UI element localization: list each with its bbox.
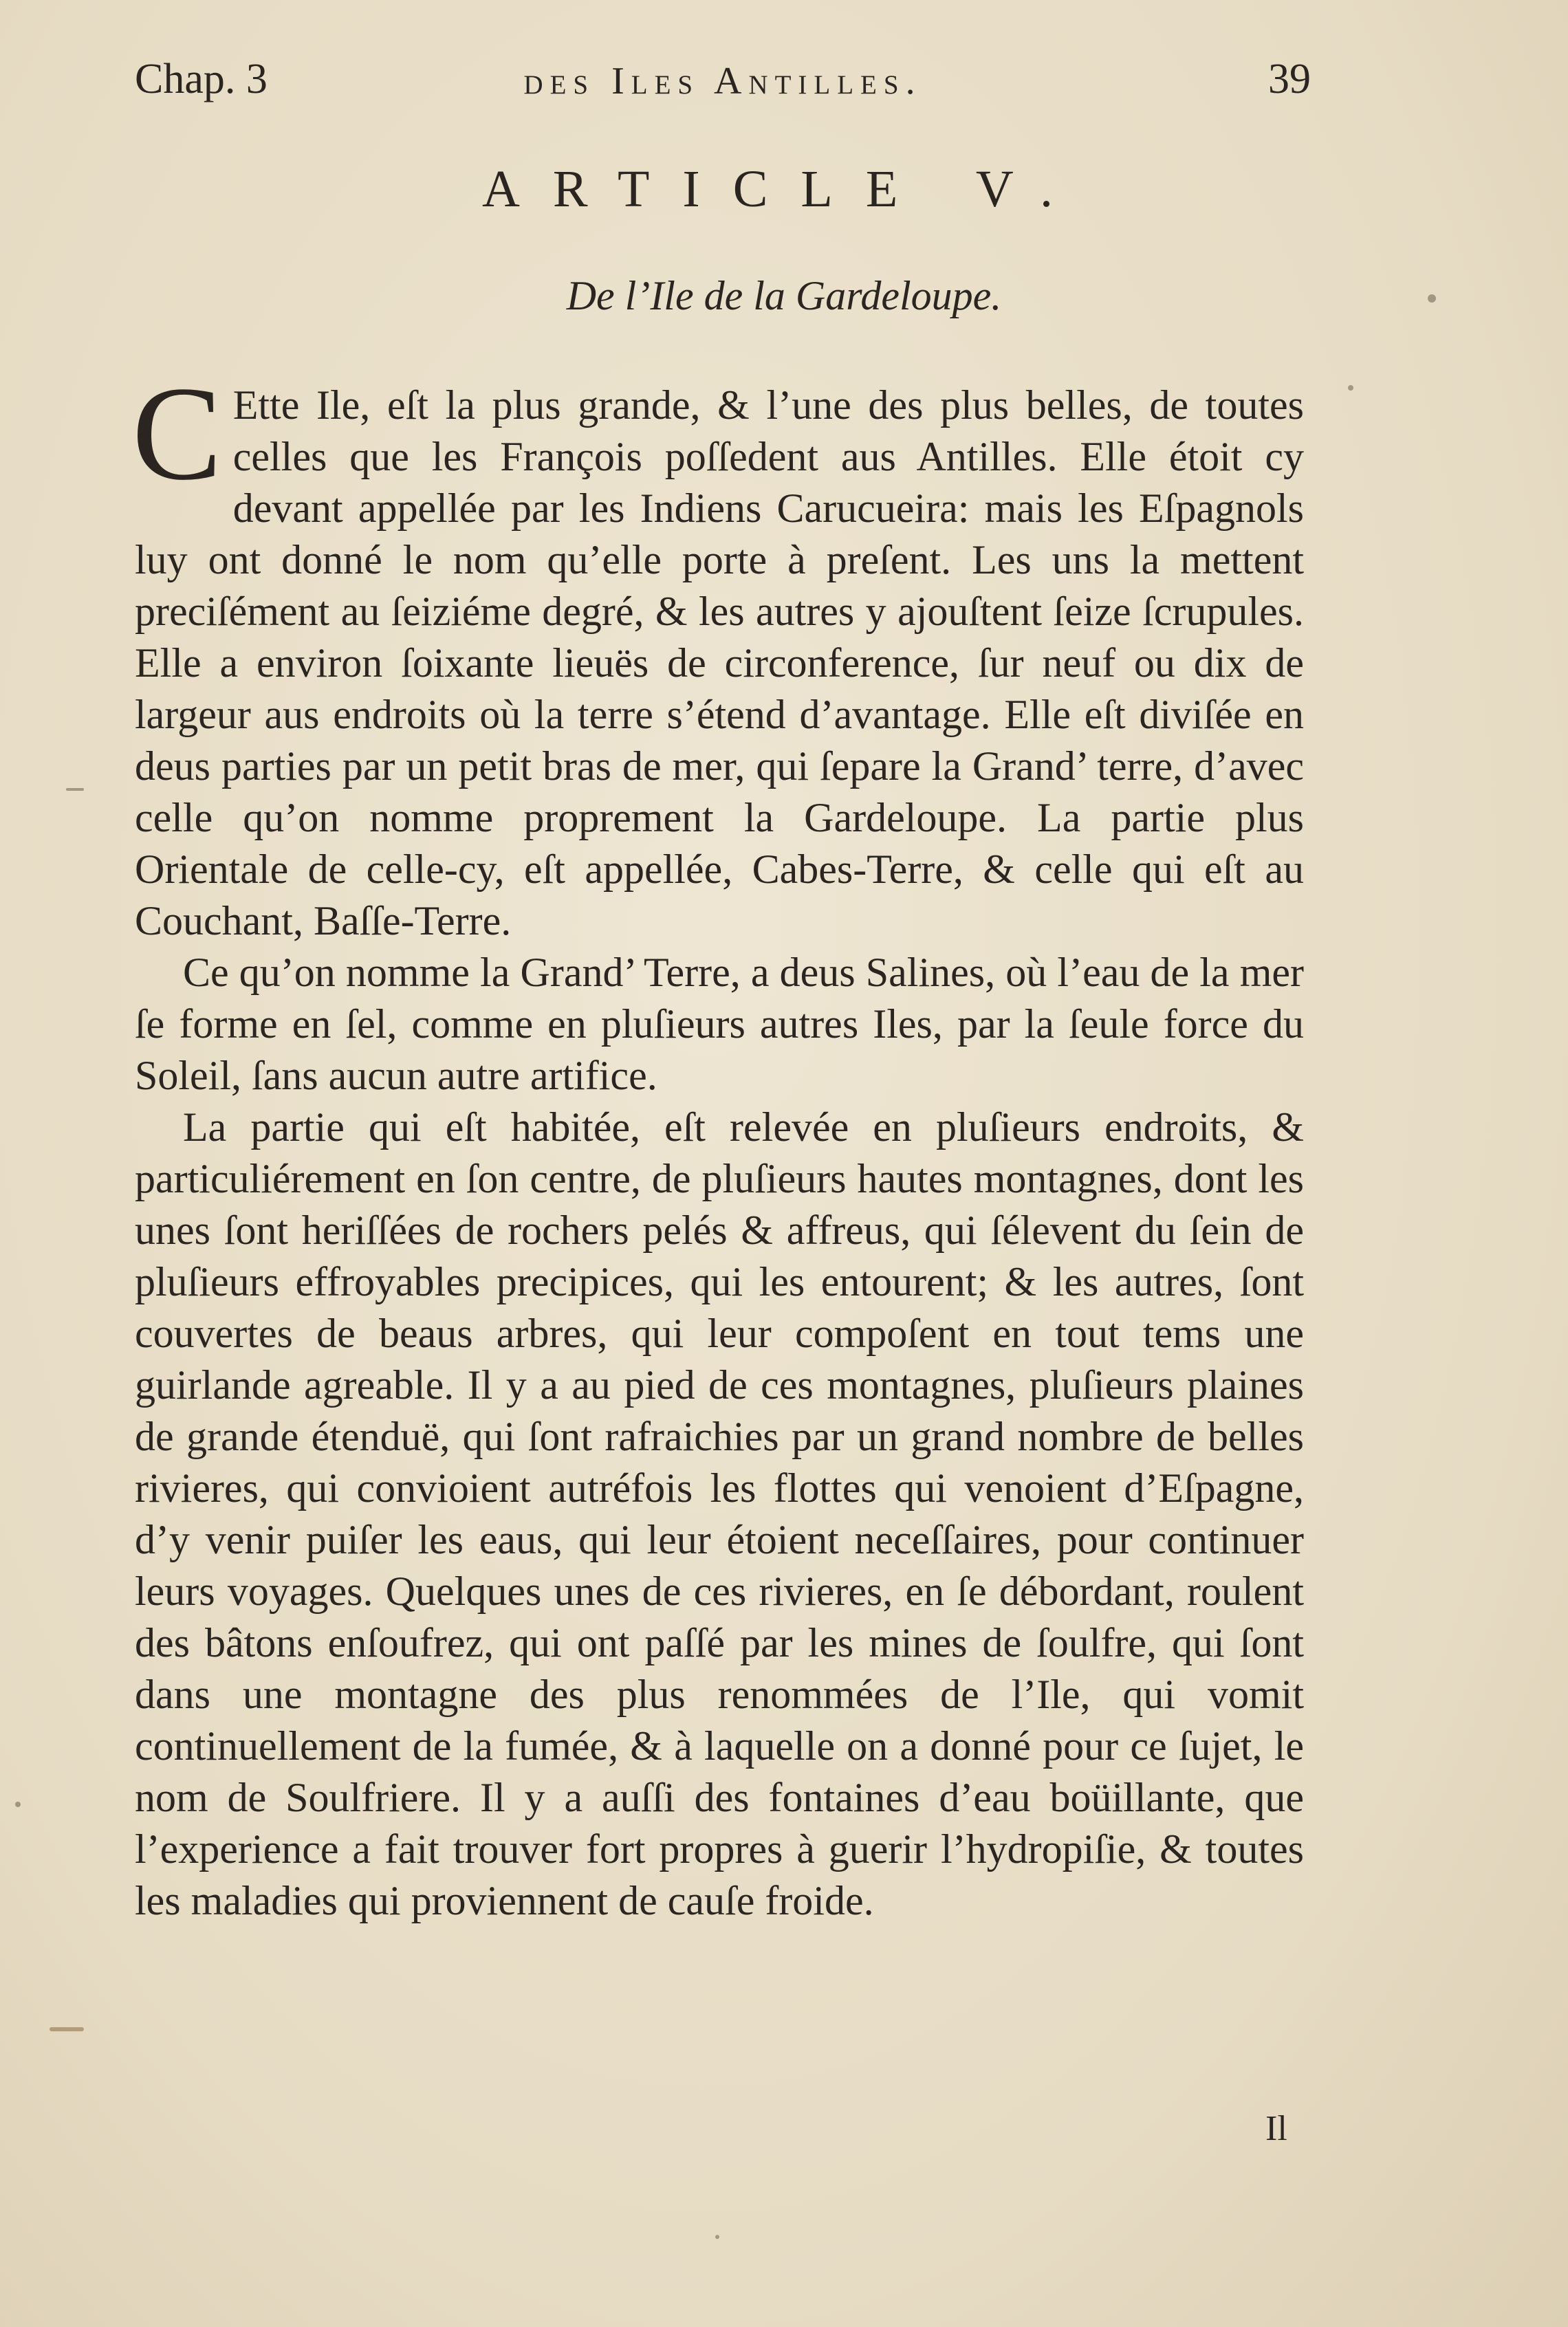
paper-speck bbox=[50, 2027, 84, 2031]
paragraph-text: Ette Ile, eſt la plus grande, & l’une des plus belles, de toutes celles que les François poſſedent aus Antilles. Elle étoit cy devant appellée par les Indiens Carucueira: mais les Eſpagnols luy ont donné le nom qu’elle porte à preſent. Les uns la mettent preciſément au ſeiziéme degré, & les autres y ajouſtent ſeize ſcrupules. Elle a environ ſoixante lieuës de circonference, ſur neuf ou dix de largeur aus endroits où la terre s’étend d’avantage. Elle eſt diviſée en deus parties par un petit bras de mer, qui ſepare la Grand’ terre, d’avec celle qu’on nomme proprement la Gardeloupe. La partie plus Orientale de celle-cy, eſt appellée, Cabes-Terre, & celle qui eſt au Couchant, Baſſe-Terre. bbox=[135, 382, 1304, 943]
page-number: 39 bbox=[1268, 56, 1311, 102]
paragraph-text: La partie qui eſt habitée, eſt relevée en pluſieurs endroits, & particuliérement en ſon centre, de pluſieurs hautes montagnes, dont les unes ſont heriſſées de rochers pelés & affreus, qui ſélevent du ſein de pluſieurs effroyables precipices, qui les entourent; & les autres, ſont couvertes de beaus arbres, qui leur compoſent en tout tems une guirlande agreable. Il y a au pied de ces montagnes, pluſieurs plaines de grande étenduë, qui ſont rafraichies par un grand nombre de belles rivieres, qui convioient autréfois les flottes qui venoient d’Eſpagne, d’y venir puiſer les eaus, qui leur étoient neceſſaires, pour continuer leurs voyages. Quelques unes de ces rivieres, en ſe débordant, roulent des bâtons enſoufrez, qui ont paſſé par les mines de ſoulfre, qui ſont dans une montagne des plus renommées de l’Ile, qui vomit continuellement de la fumée, & à laquelle on a donné pour ce ſujet, le nom de Soulfriere. Il y a auſſi des fontaines d’eau boüillante, que l’experience a fait trouver fort propres à guerir l’hydropiſie, & toutes les maladies qui proviennent de cauſe froide. bbox=[135, 1104, 1304, 1923]
article-subtitle: De l’Ile de la Gardeloupe. bbox=[566, 273, 1002, 318]
paper-speck bbox=[66, 788, 84, 791]
paragraph-2 bbox=[135, 947, 1304, 1102]
paper-speck bbox=[1348, 385, 1353, 391]
running-title: des Iles Antilles. bbox=[523, 60, 922, 102]
paper-speck bbox=[15, 1802, 21, 1807]
body-text bbox=[132, 359, 1304, 1927]
paper-speck bbox=[1428, 294, 1436, 303]
paragraph-3 bbox=[135, 1102, 1304, 1927]
running-head bbox=[135, 55, 1311, 117]
chapter-label: Chap. 3 bbox=[135, 56, 268, 102]
paragraph-1 bbox=[132, 359, 1304, 947]
drop-cap: C bbox=[132, 359, 222, 508]
paper-speck bbox=[715, 2235, 719, 2239]
article-heading: ARTICLE V. bbox=[482, 160, 1086, 218]
paragraph-text: Ce qu’on nomme la Grand’ Terre, a deus Salines, où l’eau de la mer ſe forme en ſel, comme en pluſieurs autres Iles, par la ſeule force du Soleil, ſans aucun autre artifice. bbox=[135, 950, 1304, 1098]
catchword: Il bbox=[1265, 2109, 1287, 2148]
